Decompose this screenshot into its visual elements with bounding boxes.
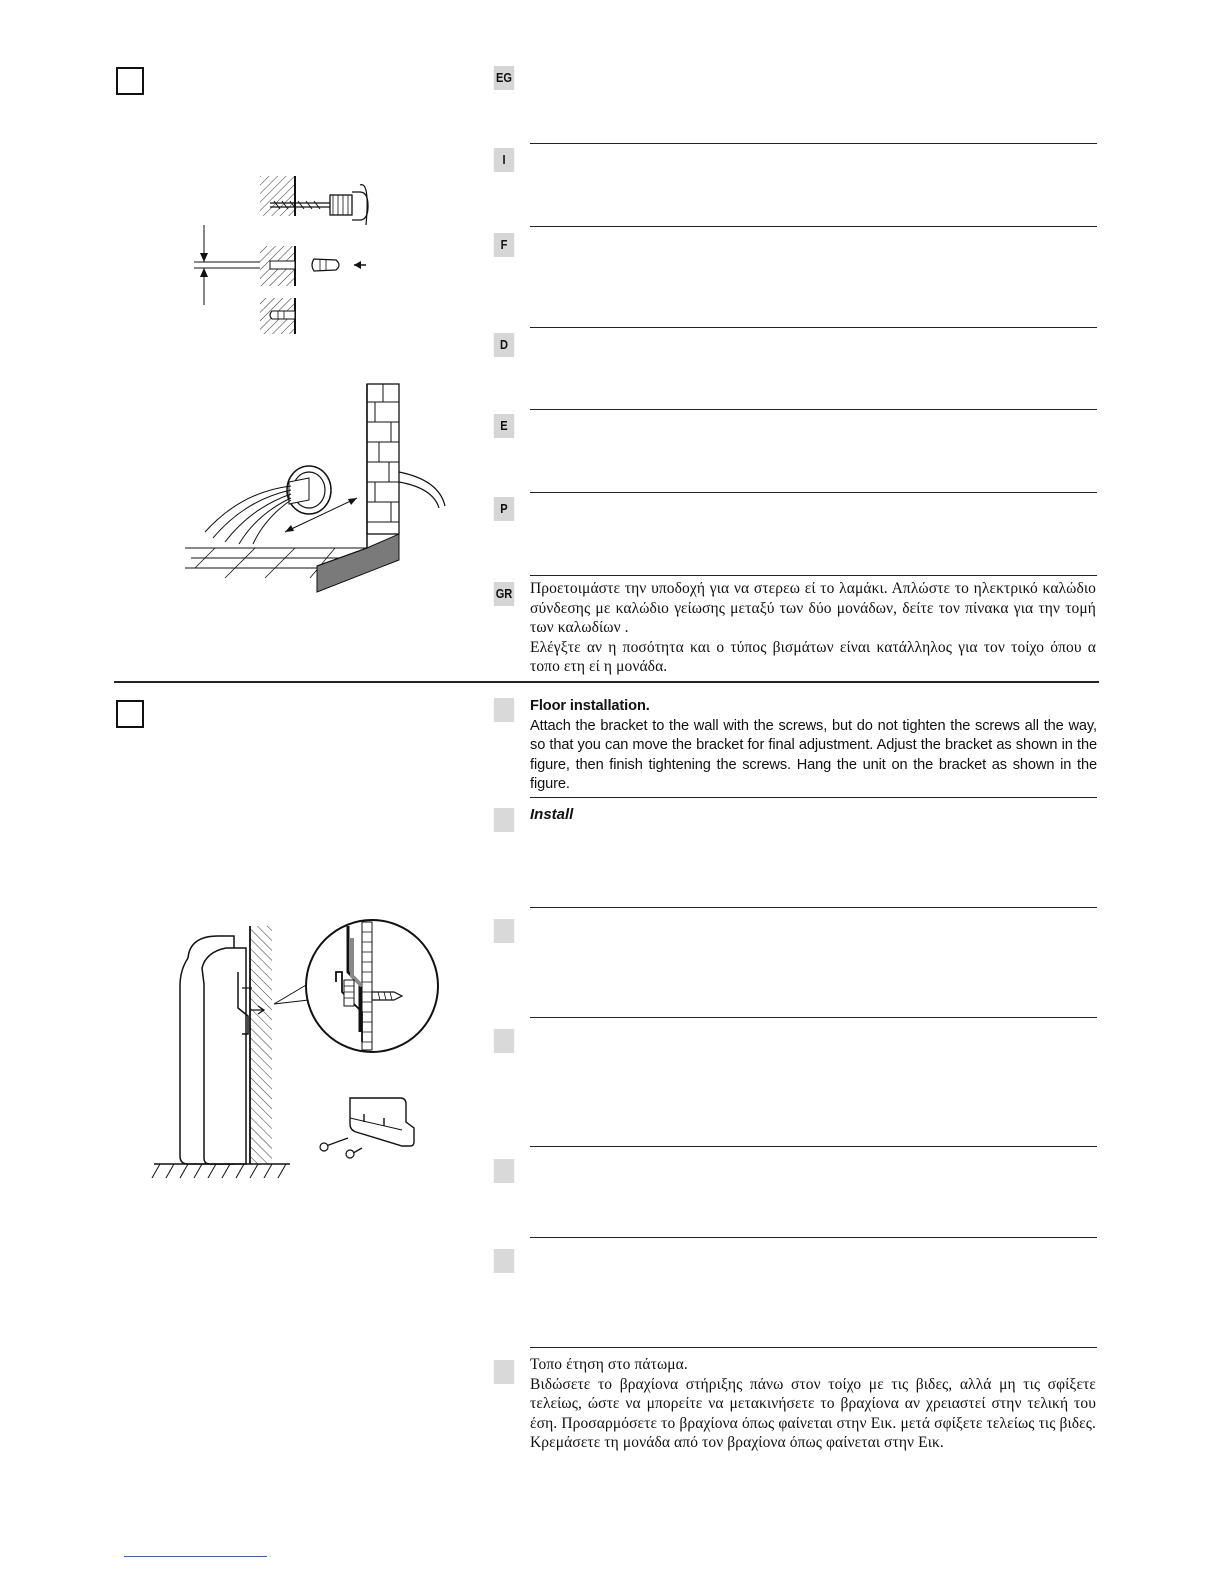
lang-badge-f: F [494,233,514,257]
greek-step1-paragraph-1: Προετοιμάστε την υποδοχή για να στερεω εί το λαμάκι. Απλώστε το ηλεκτρικό καλώδιο σύνδεσης με καλώδιο γείωσης μεταξύ των δύο μονάδων, δείτε τον πίνακα για την τομή των καλωδίων . [530,580,1096,636]
floor-installation-body: Attach the bracket to the wall with the screws, but do not tighten the screws all the way, so that you can move the bracket for final adjustment. Adjust the bracket as shown in the figure, then finish tightening the screws. Hang the unit on the bracket as shown in the figure. [530,717,1097,793]
footer-line [124,1556,267,1557]
section-divider [114,681,1099,683]
floor-installation-text [530,697,1097,795]
lang-badge-p: P [494,497,514,521]
lang-badge-blank [494,1159,514,1183]
greek-step1-text [530,579,1096,677]
install-label: Install [530,806,574,823]
divider [530,1017,1097,1018]
lang-badge-blank [494,1249,514,1273]
lang-badge-i: I [494,148,514,172]
divider [530,226,1097,227]
wall-hole-cable-illustration [185,382,450,597]
divider [530,327,1097,328]
greek-floor-body: Βιδώσετε το βραχίονα στήριξης πάνω στον τοίχο με τις βιδες, αλλά μη τις σφίξετε τελείως, ώστε να μπορείτε να μετακινήσετε το βραχίονα αν χρειαστεί στην τελική του έση. Προσαρμόσετε το βραχίονα όπως φαίνεται στην Εικ. μετά σφίξετε τελείως τις βιδες. Κρεμάσετε τη μονάδα από τον βραχίονα όπως φαίνεται στην Εικ. [530,1375,1096,1451]
divider [530,1347,1097,1348]
divider [530,409,1097,410]
divider [530,797,1097,798]
lang-badge-gr: GR [494,582,514,606]
lang-badge-blank [494,1029,514,1053]
lang-badge-eg: EG [494,66,514,90]
divider [530,1146,1097,1147]
divider [530,492,1097,493]
lang-badge-d: D [494,333,514,357]
lang-badge-e: E [494,414,514,438]
lang-badge-blank [494,698,514,722]
floor-unit-bracket-illustration [150,918,445,1188]
divider [530,143,1097,144]
divider [530,907,1097,908]
lang-badge-blank [494,1360,514,1384]
lang-badge-blank [494,919,514,943]
greek-step1-paragraph-2: Ελέγξτε αν η ποσότητα και ο τύπος βισμάτων είναι κατάλληλος για τον τοίχο όπου α τοπο ετη εί η μονάδα. [530,638,1096,675]
drill-plug-illustration [190,170,390,340]
greek-floor-installation-text [530,1355,1096,1453]
greek-floor-title: Τοπο έτηση στο πάτωμα. [530,1356,688,1373]
lang-badge-blank [494,808,514,832]
step-2-box [116,700,144,728]
floor-installation-title: Floor installation. [530,698,650,714]
divider [530,575,1097,576]
step-1-box [116,67,144,95]
divider [530,1237,1097,1238]
